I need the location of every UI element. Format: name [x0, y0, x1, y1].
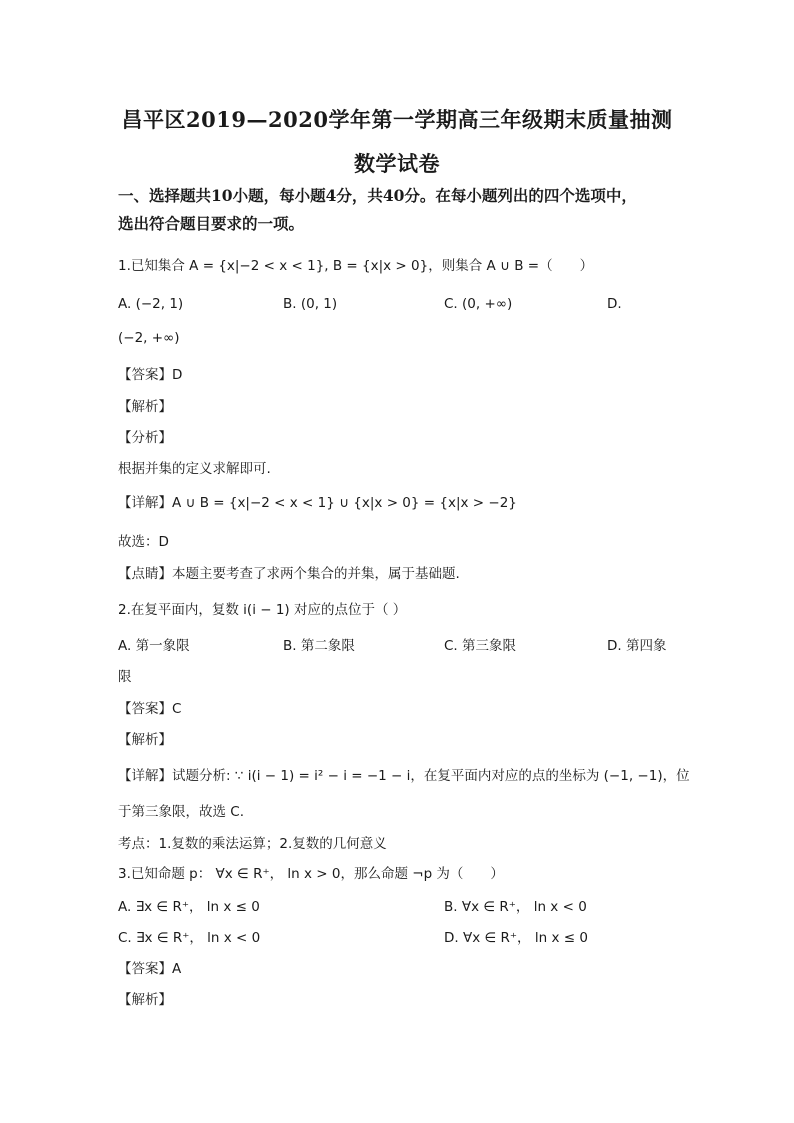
- q3-option-c: C. ∃x ∈ R⁺， ln x < 0: [118, 930, 261, 946]
- q1-option-c: C. (0, +∞): [444, 296, 513, 312]
- q2-kaodian: 考点：1.复数的乘法运算；2.复数的几何意义: [118, 836, 387, 852]
- q1-stem: 1.已知集合 A = {x|−2 < x < 1}, B = {x|x > 0}，则集合 A ∪ B =（ ）: [118, 258, 594, 274]
- q3-analysis-label: 【解析】: [118, 992, 172, 1008]
- q3-option-d: D. ∀x ∈ R⁺， ln x ≤ 0: [444, 930, 588, 946]
- q1-answer: 【答案】D: [118, 367, 183, 383]
- q1-option-d: D.: [607, 296, 622, 312]
- section-heading-line2: 选出符合题目要求的一项。: [118, 214, 305, 233]
- q1-choose: 故选：D: [118, 534, 169, 550]
- q3-stem: 3.已知命题 p： ∀x ∈ R⁺， ln x > 0，那么命题 ¬p 为（ ）: [118, 866, 504, 882]
- q2-stem: 2.在复平面内，复数 i(i − 1) 对应的点位于（ ）: [118, 602, 407, 618]
- document-title: 昌平区2019—2020学年第一学期高三年级期末质量抽测: [121, 107, 673, 132]
- q1-option-b: B. (0, 1): [283, 296, 338, 312]
- q3-option-a: A. ∃x ∈ R⁺， ln x ≤ 0: [118, 899, 260, 915]
- q2-option-a: A. 第一象限: [118, 638, 190, 654]
- q1-analysis-label: 【解析】: [118, 399, 172, 415]
- q2-option-d-continued: 限: [118, 669, 132, 685]
- q1-option-a: A. (−2, 1): [118, 296, 184, 312]
- q1-fenxi-text: 根据并集的定义求解即可.: [118, 461, 271, 477]
- q2-detail: 【详解】试题分析: ∵ i(i − 1) = i² − i = −1 − i，在复平面内对应的点的坐标为 (−1, −1)，位: [118, 768, 690, 784]
- q2-analysis-label: 【解析】: [118, 732, 172, 748]
- q1-option-d-continued: (−2, +∞): [118, 330, 180, 346]
- q2-option-d: D. 第四象: [607, 638, 667, 654]
- q2-option-c: C. 第三象限: [444, 638, 517, 654]
- section-heading-line1: 一、选择题共10小题，每小题4分，共40分。在每小题列出的四个选项中，: [118, 186, 637, 205]
- q1-comment: 【点睛】本题主要考查了求两个集合的并集，属于基础题.: [118, 566, 460, 582]
- document-subtitle: 数学试卷: [354, 151, 440, 176]
- q1-detail: 【详解】A ∪ B = {x|−2 < x < 1} ∪ {x|x > 0} = {x|x > −2}: [118, 495, 517, 511]
- q1-fenxi-label: 【分析】: [118, 430, 172, 446]
- q3-answer: 【答案】A: [118, 961, 182, 977]
- q2-detail-continued: 于第三象限，故选 C.: [118, 804, 245, 820]
- q2-answer: 【答案】C: [118, 701, 182, 717]
- q3-option-b: B. ∀x ∈ R⁺， ln x < 0: [444, 899, 587, 915]
- q2-option-b: B. 第二象限: [283, 638, 355, 654]
